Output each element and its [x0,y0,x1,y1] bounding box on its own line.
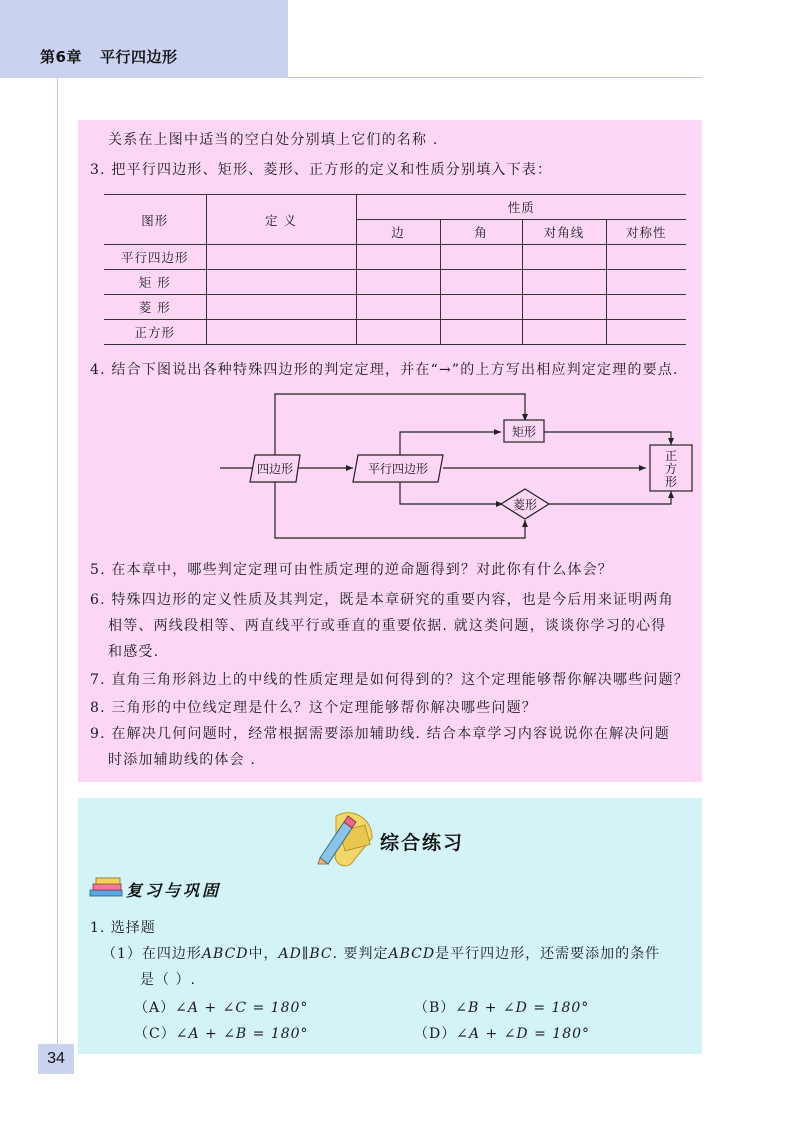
question-6-line-2: 相等、两线段相等、两直线平行或垂直的重要依据. 就这类问题，谈谈你学习的心得 [108,618,667,634]
table-row [104,245,686,270]
question-1-1-line-1: （1）在四边形ABCD中，AD∥BC. 要判定ABCD是平行四边形，还需要添加的条件 [102,946,661,962]
question-1: 1. 选择题 [90,920,156,936]
header-definition: 定 义 [206,195,356,245]
table-row [104,270,686,295]
arrow-para-to-rect [400,432,501,455]
header-properties: 性质 [356,195,686,220]
option-a: （A）∠A + ∠C = 180° [134,1000,309,1016]
label-square-3: 形 [664,475,678,489]
header-rule [288,77,702,78]
header-shape: 图形 [104,195,206,245]
question-1-1-line-2: 是（ ）. [140,972,196,988]
page-number: 34 [38,1044,74,1074]
label-square-2: 方 [664,462,678,476]
subheader-sides: 边 [356,220,440,245]
row-label: 平行四边形 [104,245,206,270]
chapter-title: 平行四边形 [99,48,178,66]
pencil-ruler-icon [314,812,376,864]
label-square-1: 正 [664,449,678,463]
intro-line: 关系在上图中适当的空白处分别填上它们的名称 . [108,132,439,148]
question-5: 5. 在本章中，哪些判定定理可由性质定理的逆命题得到？对此你有什么体会？ [90,562,614,578]
label-quadrilateral: 四边形 [256,462,294,476]
review-questions-box [78,120,702,782]
question-9-line-1: 9. 在解决几何问题时，经常根据需要添加辅助线. 结合本章学习内容说说你在解决问题 [90,726,670,742]
arrow-para-to-rhombus [400,482,503,504]
subsection-title: 复习与巩固 [126,881,222,900]
subheader-symmetry: 对称性 [606,220,686,245]
table-row [104,320,686,345]
subheader-angles: 角 [440,220,522,245]
arrow-rect-to-square [543,432,671,445]
row-label: 菱 形 [104,295,206,320]
quadrilateral-criteria-diagram [168,390,678,560]
books-icon [88,874,124,898]
subheader-diagonals: 对角线 [522,220,606,245]
question-3: 3. 把平行四边形、矩形、菱形、正方形的定义和性质分别填入下表： [90,162,553,178]
arrow-rhombus-to-square [546,491,671,504]
question-8: 8. 三角形的中位线定理是什么？这个定理能够帮你解决哪些问题？ [90,700,538,716]
question-4: 4. 结合下图说出各种特殊四边形的判定定理，并在“→”的上方写出相应判定定理的要点. [90,362,679,378]
option-d: （D）∠A + ∠D = 180° [414,1026,591,1042]
row-label: 正方形 [104,320,206,345]
question-7: 7. 直角三角形斜边上的中线的性质定理是如何得到的？这个定理能够帮你解决哪些问题？ [90,672,690,688]
margin-rule [57,78,58,1044]
chapter-header-title [40,46,177,67]
question-6-line-3: 和感受. [108,644,160,660]
question-9-line-2: 时添加辅助线的体会 . [108,752,257,768]
question-6-line-1: 6. 特殊四边形的定义性质及其判定，既是本章研究的重要内容，也是今后用来证明两角 [90,592,674,608]
option-c: （C）∠A + ∠B = 180° [134,1026,309,1042]
option-b: （B）∠B + ∠D = 180° [414,1000,590,1016]
label-rectangle: 矩形 [511,425,537,439]
chapter-number: 第6章 [40,48,82,66]
exercise-box [78,798,702,1054]
label-parallelogram: 平行四边形 [367,462,429,476]
row-label: 矩 形 [104,270,206,295]
section-title: 综合练习 [380,832,465,854]
label-rhombus: 菱形 [512,498,538,512]
table-row [104,295,686,320]
properties-table [104,194,686,345]
